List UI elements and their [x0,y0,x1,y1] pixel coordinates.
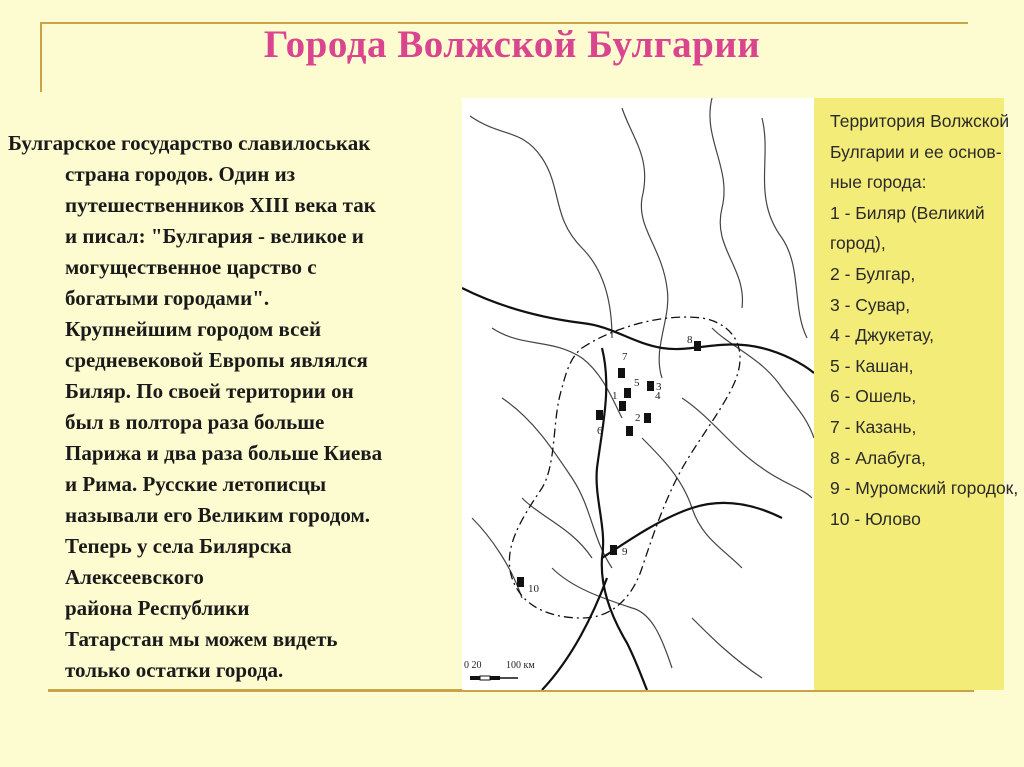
city-label: 1 [612,390,618,402]
city-label: 5 [634,377,640,389]
legend-line: 2 - Булгар, [830,263,916,284]
city-marker-7 [618,368,625,378]
legend-line: город), [830,233,886,254]
legend-line: ные города: [830,172,927,193]
map-legend [814,98,1019,690]
paragraph-line: могущественное царство с [65,255,317,279]
city-marker-3 [647,381,654,391]
legend-text [830,106,1018,534]
city-label: 10 [528,583,539,595]
paragraph-line: страна городов. Один из [65,162,296,186]
paragraph-line: богатыми городами". [65,286,270,310]
city-marker-1 [619,401,626,411]
scale-label-start: 0 20 [464,660,482,671]
paragraph-line: Алексеевского [65,565,204,589]
slide-paragraph [8,128,460,686]
legend-line: 8 - Алабуга, [830,447,926,468]
paragraph-line: Теперь у села Билярска [65,534,292,558]
paragraph-line: и писал: "Булгария - великое и [65,224,364,248]
legend-line: 6 - Ошель, [830,386,917,407]
city-marker-4 [626,426,633,436]
map-drawing [462,98,814,690]
paragraph-line: Татарстан мы можем видеть [65,627,338,651]
city-label: 4 [655,390,661,402]
legend-line: 7 - Казань, [830,416,917,437]
city-marker-2 [644,413,651,423]
city-marker-8 [694,341,701,351]
scale-label-end: 100 км [506,660,535,671]
paragraph-line: района Республики [65,596,250,620]
map-scale-bar [464,660,535,680]
paragraph-line: был в полтора раза больше [65,410,325,434]
legend-line: 3 - Сувар, [830,294,911,315]
paragraph-line: путешественников XIII века так [65,193,376,217]
legend-line: 9 - Муромский городок, [830,478,1019,499]
map-city-markers [517,341,701,587]
city-label: 7 [622,351,628,363]
city-label: 6 [597,425,603,437]
paragraph-line: только остатки города. [65,658,284,682]
paragraph-line: Парижа и два раза больше Киева [65,441,383,465]
legend-line: 1 - Биляр (Великий [830,202,985,223]
legend-line: 5 - Кашан, [830,355,914,376]
city-marker-5 [624,388,631,398]
paragraph-line: и Рима. Русские летописцы [65,472,327,496]
city-label: 9 [622,546,628,558]
legend-line: 10 - Юлово [830,508,921,529]
city-label: 8 [687,334,693,346]
city-label: 3 [656,381,662,393]
city-marker-9 [610,545,617,555]
city-marker-10 [517,577,524,587]
city-marker-6 [596,410,603,420]
paragraph-line: Булгарское государство славилоськак [8,131,371,155]
paragraph-line: Биляр. По своей територии он [65,379,354,403]
city-label: 2 [635,412,641,424]
paragraph-line: называли его Великим городом. [65,503,371,527]
paragraph-line: Крупнейшим городом всей [65,317,322,341]
legend-line: Территория Волжской [830,111,1010,131]
slide-title: Города Волжской Булгарии [263,23,761,66]
volga-bulgaria-map [462,98,814,690]
legend-line: 4 - Джукетау, [830,325,935,346]
legend-line: Булгарии и ее основ- [830,141,1002,162]
paragraph-line: средневековой Европы являлся [65,348,368,372]
